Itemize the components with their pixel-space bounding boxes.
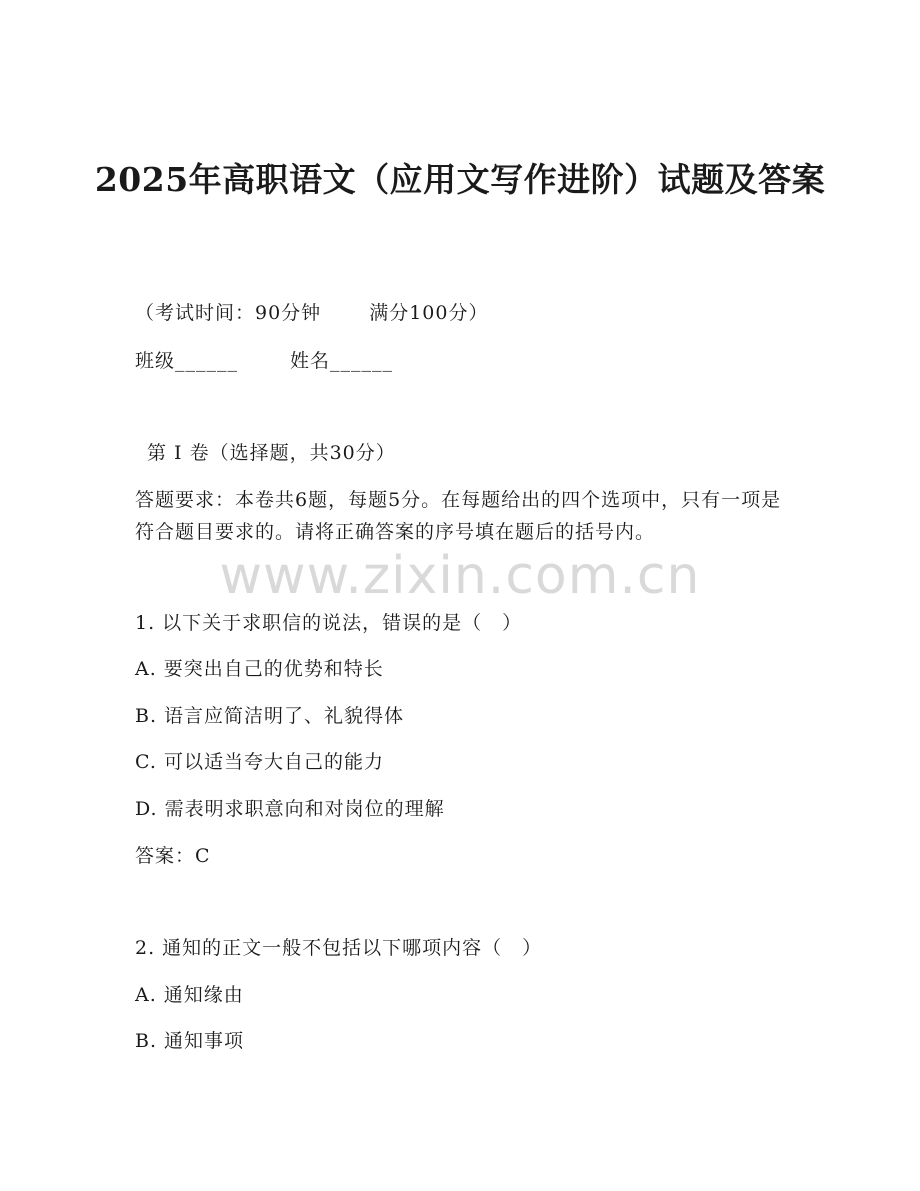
question-2-option-a: A. 通知缘由 [135,984,244,1006]
student-fields [135,346,393,376]
name-field: 姓名______ [290,350,394,372]
class-field: 班级______ [135,350,239,372]
exam-time: （考试时间：90分钟 [135,302,322,324]
document-title: 2025年高职语文（应用文写作进阶）试题及答案 [94,160,826,199]
question-1-option-b: B. 语言应简洁明了、礼貌得体 [135,705,405,727]
question-1-option-a: A. 要突出自己的优势和特长 [135,658,384,680]
question-2-option-b: B. 通知事项 [135,1030,245,1052]
watermark: www.zixin.com.cn [219,546,701,606]
question-1-answer: 答案：C [135,845,211,867]
section-instructions: 答题要求：本卷共6题，每题5分。在每题给出的四个选项中，只有一项是符合题目要求的。请将正确答案的序号填在题后的括号内。 [135,489,782,543]
question-1-stem: 1. 以下关于求职信的说法，错误的是（ ） [135,612,523,634]
section-heading: 第 I 卷（选择题，共30分） [147,442,396,464]
exam-info [135,298,488,328]
exam-score: 满分100分） [369,302,489,324]
question-1-option-c: C. 可以适当夸大自己的能力 [135,751,384,773]
question-1-option-d: D. 需表明求职意向和对岗位的理解 [135,798,445,820]
question-2-stem: 2. 通知的正文一般不包括以下哪项内容（ ） [135,937,543,959]
